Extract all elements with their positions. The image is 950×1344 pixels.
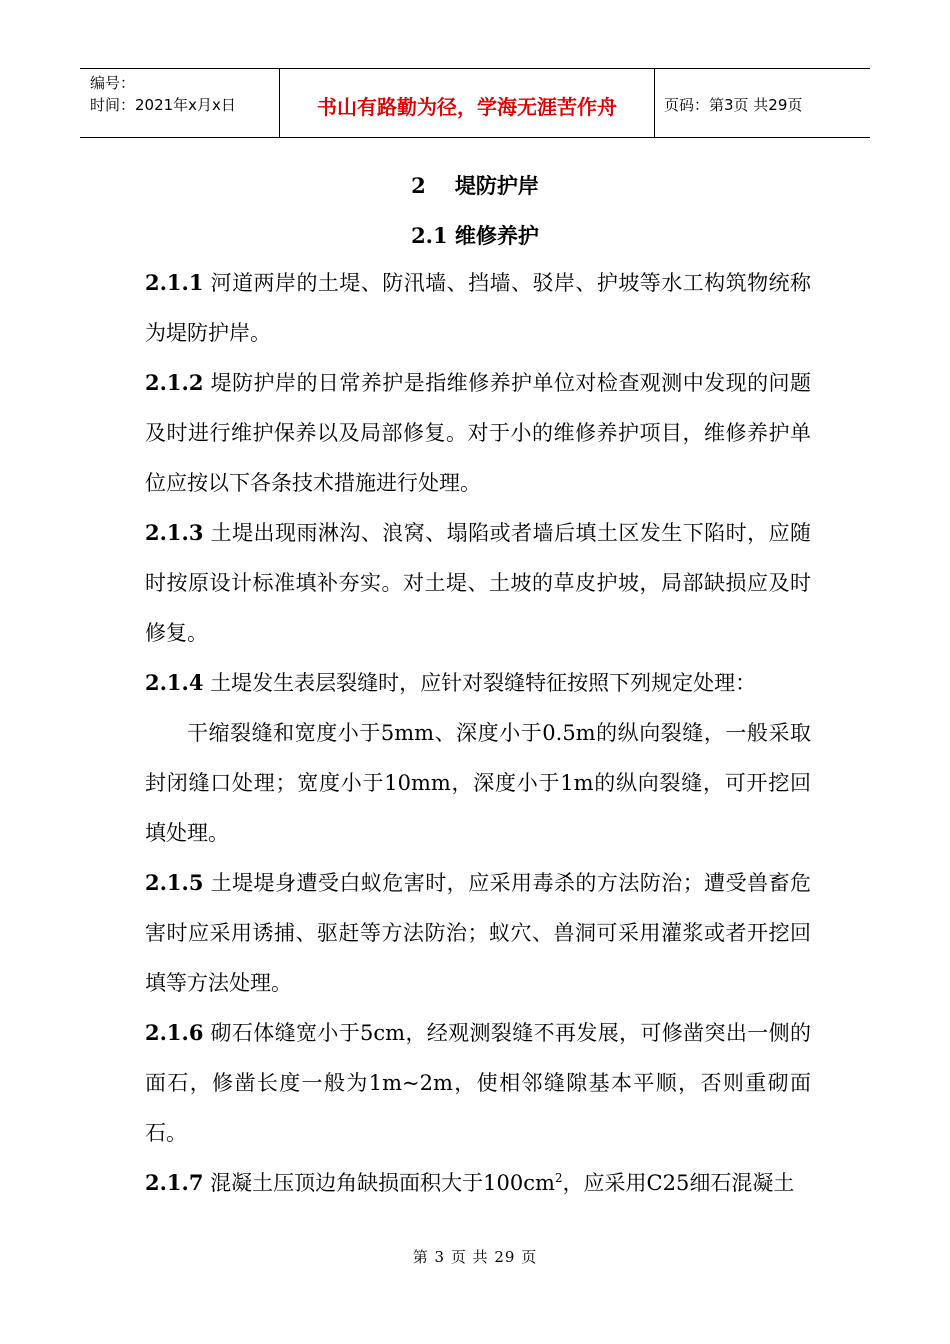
clause-text: ，应采用C25细石混凝土 — [562, 1171, 795, 1195]
clause-number: 2.1.1 — [145, 270, 204, 295]
clause-number: 2.1.5 — [145, 870, 204, 895]
clause-number: 2.1.6 — [145, 1020, 204, 1045]
clause-text: 砌石体缝宽小于5cm，经观测裂缝不再发展，可修凿突出一侧的面石，修凿长度一般为1m~2m，使相邻缝隙基本平顺，否则重砌面石。 — [145, 1021, 811, 1145]
clause-number: 2.1.7 — [145, 1170, 204, 1195]
clause-text: 土堤发生表层裂缝时，应针对裂缝特征按照下列规定处理： — [210, 671, 757, 695]
paragraph — [145, 858, 811, 1008]
header-date-label: 时间：2021年x月x日 — [90, 96, 236, 114]
paragraph — [145, 508, 811, 658]
clause-number: 2.1.4 — [145, 670, 204, 695]
clause-text: 干缩裂缝和宽度小于5mm、深度小于0.5m的纵向裂缝，一般采取封闭缝口处理；宽度小于10mm，深度小于1m的纵向裂缝，可开挖回填处理。 — [145, 721, 811, 845]
header-motto: 书山有路勤为径，学海无涯苦作舟 — [280, 69, 655, 137]
paragraph — [145, 658, 811, 708]
clause-text: 土堤出现雨淋沟、浪窝、塌陷或者墙后填土区发生下陷时，应随时按原设计标准填补夯实。对土堤、土坡的草皮护坡，局部缺损应及时修复。 — [145, 521, 811, 645]
superscript: 2 — [554, 1171, 563, 1185]
clause-text: 河道两岸的土堤、防汛墙、挡墙、驳岸、护坡等水工构筑物统称为堤防护岸。 — [145, 271, 811, 345]
clause-text: 土堤堤身遭受白蚁危害时，应采用毒杀的方法防治；遭受兽畜危害时应采用诱捕、驱赶等方法防治；蚁穴、兽洞可采用灌浆或者开挖回填等方法处理。 — [145, 871, 811, 995]
clause-text: 混凝土压顶边角缺损面积大于100cm — [210, 1171, 555, 1195]
paragraph — [145, 1158, 811, 1208]
clause-text: 堤防护岸的日常养护是指维修养护单位对检查观测中发现的问题及时进行维护保养以及局部修复。对于小的维修养护项目，维修养护单位应按以下各条技术措施进行处理。 — [145, 371, 811, 495]
chapter-title: 2 堤防护岸 — [411, 173, 539, 198]
header-page-info: 页码：第3页 共29页 — [664, 95, 803, 114]
clause-number: 2.1.3 — [145, 520, 204, 545]
header-number-label: 编号： — [90, 74, 136, 92]
paragraph — [145, 708, 811, 858]
section-title: 2.1 维修养护 — [411, 223, 539, 248]
header-meta — [80, 69, 280, 137]
page-footer: 第 3 页 共 29 页 — [412, 1248, 538, 1266]
clause-number: 2.1.2 — [145, 370, 204, 395]
body-text — [145, 258, 811, 1208]
paragraph — [145, 1008, 811, 1158]
page-header — [80, 68, 870, 138]
paragraph — [145, 258, 811, 358]
paragraph — [145, 358, 811, 508]
